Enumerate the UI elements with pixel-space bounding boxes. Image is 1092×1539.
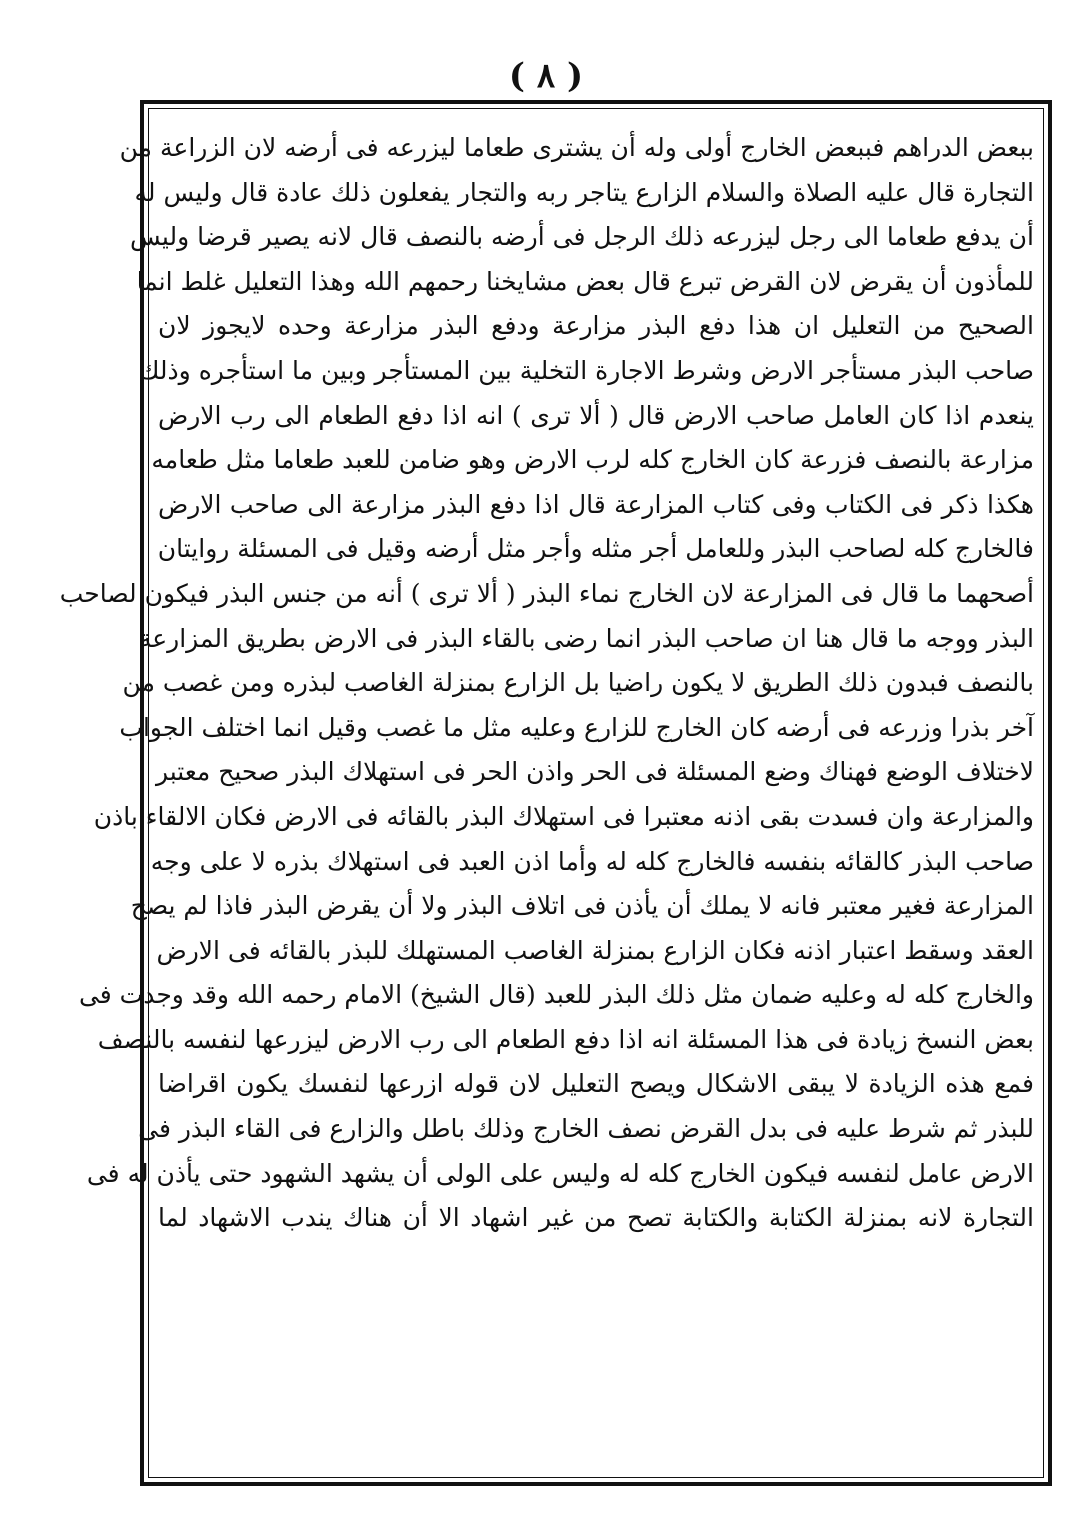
text-line: فالخارج كله لصاحب البذر وللعامل أجر مثله وأجر مثل أرضه وقيل فى المسئلة روايتان [157, 534, 1034, 564]
text-line: العقد وسقط اعتبار اذنه فكان الزارع بمنزلة الغاصب المستهلك للبذر بالقائه فى الارض [156, 935, 1034, 965]
text-line: صاحب البذر كالقائه بنفسه فالخارج كله له وأما اذن العبد فى استهلاك بذره لا على وجه [150, 846, 1034, 876]
text-line: لاختلاف الوضع فهناك وضع المسئلة فى الحر واذن الحر فى استهلاك البذر صحيح معتبر [155, 757, 1034, 787]
text-line: صاحب البذر مستأجر الارض وشرط الاجارة التخلية بين المستأجر وبين ما استأجره وذلك [138, 355, 1034, 385]
text-line: للمأذون أن يقرض لان القرض تبرع قال بعض مشايخنا رحمهم الله وهذا التعليل غلط انما [136, 266, 1034, 296]
text-line: مزارعة بالنصف فزرعة كان الخارج كله لرب الارض وهو ضامن للعبد طعاما مثل طعامه [151, 445, 1034, 475]
page-number: ( ٨ ) [508, 56, 584, 96]
text-line: البذر ووجه ما قال هنا ان صاحب البذر انما رضى بالقاء البذر فى الارض بطريق المزارعة [138, 623, 1034, 653]
text-line: والخارج كله له وعليه ضمان مثل ذلك البذر للعبد (قال الشيخ) الامام رحمه الله وقد وجدت فى [78, 980, 1034, 1010]
text-line: والمزارعة وان فسدت بقى اذنه معتبرا فى استهلاك البذر بالقائه فى الارض فكان الالقاء باذن [93, 801, 1034, 831]
text-line: التجارة قال عليه الصلاة والسلام الزارع يتاجر ربه والتجار يفعلون ذلك عادة قال وليس له [134, 177, 1034, 207]
text-line: المزارعة فغير معتبر فانه لا يملك أن يأذن فى اتلاف البذر ولا أن يقرض البذر فاذا لم يصح [130, 891, 1034, 921]
text-line: الارض عامل لنفسه فيكون الخارج كله له وليس على الولى أن يشهد الشهود حتى يأذن له فى [86, 1158, 1034, 1188]
text-line: الصحيح من التعليل ان هذا دفع البذر مزارعة ودفع البذر مزارعة وحده لايجوز لان [158, 311, 1034, 341]
text-line: فمع هذه الزيادة لا يبقى الاشكال ويصح التعليل لان قوله ازرعها لنفسك يكون اقراضا [158, 1069, 1034, 1099]
text-line: التجارة لانه بمنزلة الكتابة والكتابة تصح من غير اشهاد الا أن هناك يندب الاشهاد لما [158, 1203, 1034, 1233]
body-text [59, 126, 1034, 1466]
text-line: ينعدم اذا كان العامل صاحب الارض قال ( ألا ترى ) انه اذا دفع الطعام الى رب الارض [158, 400, 1034, 430]
text-line: آخر بذرا وزرعه فى أرضه كان الخارج للزارع وعليه مثل ما غصب وقيل انما اختلف الجواب [119, 712, 1034, 742]
text-line: أصحهما ما قال فى المزارعة لان الخارج نماء البذر ( ألا ترى ) أنه من جنس البذر فيكون لصاحب [59, 578, 1034, 608]
text-line: ببعض الدراهم فببعض الخارج أولى وله أن يشترى طعاما ليزرعه فى أرضه لان الزراعة من [119, 133, 1034, 162]
text-line: هكذا ذكر فى الكتاب وفى كتاب المزارعة قال اذا دفع البذر مزارعة الى صاحب الارض [158, 489, 1034, 519]
text-line: أن يدفع طعاما الى رجل ليزرعه ذلك الرجل فى أرضه بالنصف قال لانه يصير قرضا وليس [130, 222, 1034, 252]
text-line: بالنصف فبدون ذلك الطريق لا يكون راضيا بل الزارع بمنزلة الغاصب لبذره ومن غصب من [122, 668, 1034, 698]
text-line: بعض النسخ زيادة فى هذا المسئلة انه اذا دفع الطعام الى رب الارض ليزرعها لنفسه بالنصف [97, 1024, 1034, 1054]
text-line: للبذر ثم شرط عليه فى بدل القرض نصف الخارج وذلك باطل والزارع فى القاء البذر فى [138, 1114, 1034, 1144]
